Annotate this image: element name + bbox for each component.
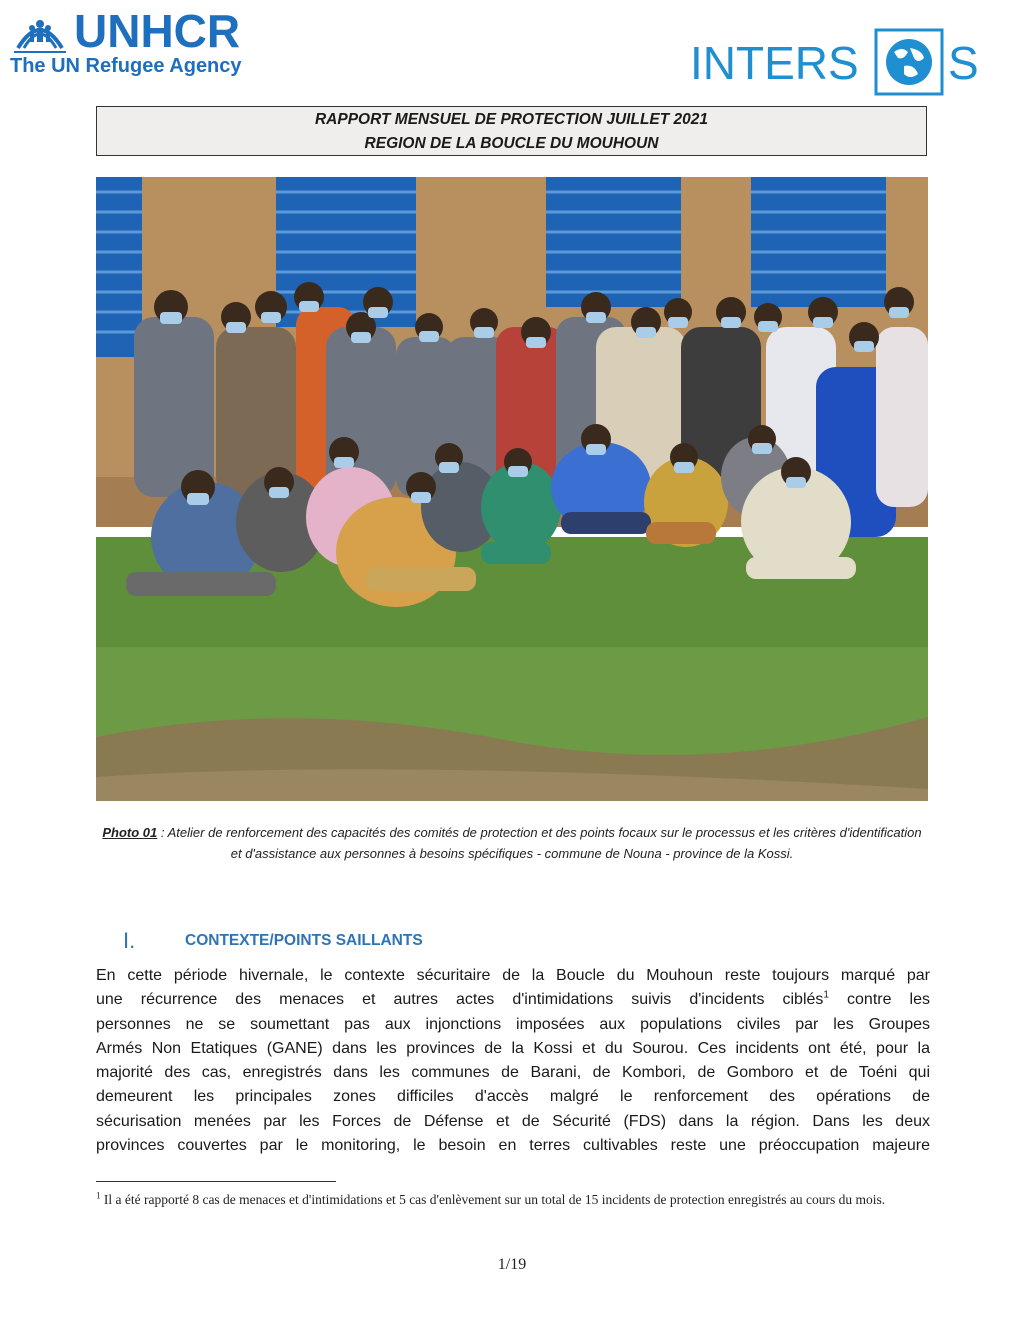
body-line: personnes ne se soumettant pas aux injonctions imposées aux populations civiles par les Groupes [96,1015,930,1033]
section-body [96,964,930,1158]
intersos-logo [690,28,980,100]
section-title: CONTEXTE/POINTS SAILLANTS [185,932,423,949]
body-line: provinces couvertes par le monitoring, le besoin en terres cultivables reste une préoccupation majeure [96,1137,930,1155]
body-line: majorité des cas, enregistrés dans les communes de Barani, de Kombori, de Gomboro et de Toéni qui [96,1064,930,1082]
unhcr-wordmark: UNHCR [74,5,241,57]
intersos-wordmark-right: S [948,37,979,89]
body-line [96,988,930,1012]
footnote-ref[interactable]: 1 [823,989,829,1001]
report-title-line1: RAPPORT MENSUEL DE PROTECTION JUILLET 2021 [314,111,709,128]
body-line-tail: contre les [828,991,930,1009]
intersos-wordmark-left: INTERS [690,37,859,89]
body-line: En cette période hivernale, le contexte sécuritaire de la Boucle du Mouhoun reste toujours marqué par [96,967,930,984]
footnote-separator [96,1181,336,1182]
photo-caption-text: : Atelier de renforcement des capacités des comités de protection et des points focaux sur le processus et les critères d'identification et d'assistance aux personnes à besoins spécifiques - commune de Nouna - province de la Kossi. [157,825,922,861]
report-title-box [96,106,927,156]
footnote-text: Il a été rapporté 8 cas de menaces et d'intimidations et 5 cas d'enlèvement sur un total de 15 incidents de protection enregistrés au cours du mois. [100,1192,886,1207]
page-number: 1/19 [497,1256,527,1273]
group-photo [96,177,928,801]
footnote-marker: 1 [96,1190,101,1201]
section-number: I. [123,928,136,953]
body-line: demeurent les principales zones difficiles d'accès malgré le renforcement des opérations de [96,1088,930,1106]
unhcr-emblem-icon [10,8,70,54]
photo-caption [100,822,924,864]
unhcr-logo [10,5,280,78]
report-title-line2: REGION DE LA BOUCLE DU MOUHOUN [364,135,659,152]
body-line: Armés Non Etatiques (GANE) dans les provinces de la Kossi et du Sourou. Ces incidents ont été, pour la [96,1039,930,1057]
footnote [96,1190,926,1209]
body-line-text: une récurrence des menaces et autres actes d'intimidations suivis d'incidents ciblés [96,991,824,1009]
body-line: sécurisation menées par les Forces de Défense et de Sécurité (FDS) dans la région. Dans les deux [96,1112,930,1130]
globe-icon [874,28,944,96]
photo-caption-label: Photo 01 [102,825,158,840]
unhcr-tagline: The UN Refugee Agency [10,55,242,77]
group-photo-image [96,177,928,801]
